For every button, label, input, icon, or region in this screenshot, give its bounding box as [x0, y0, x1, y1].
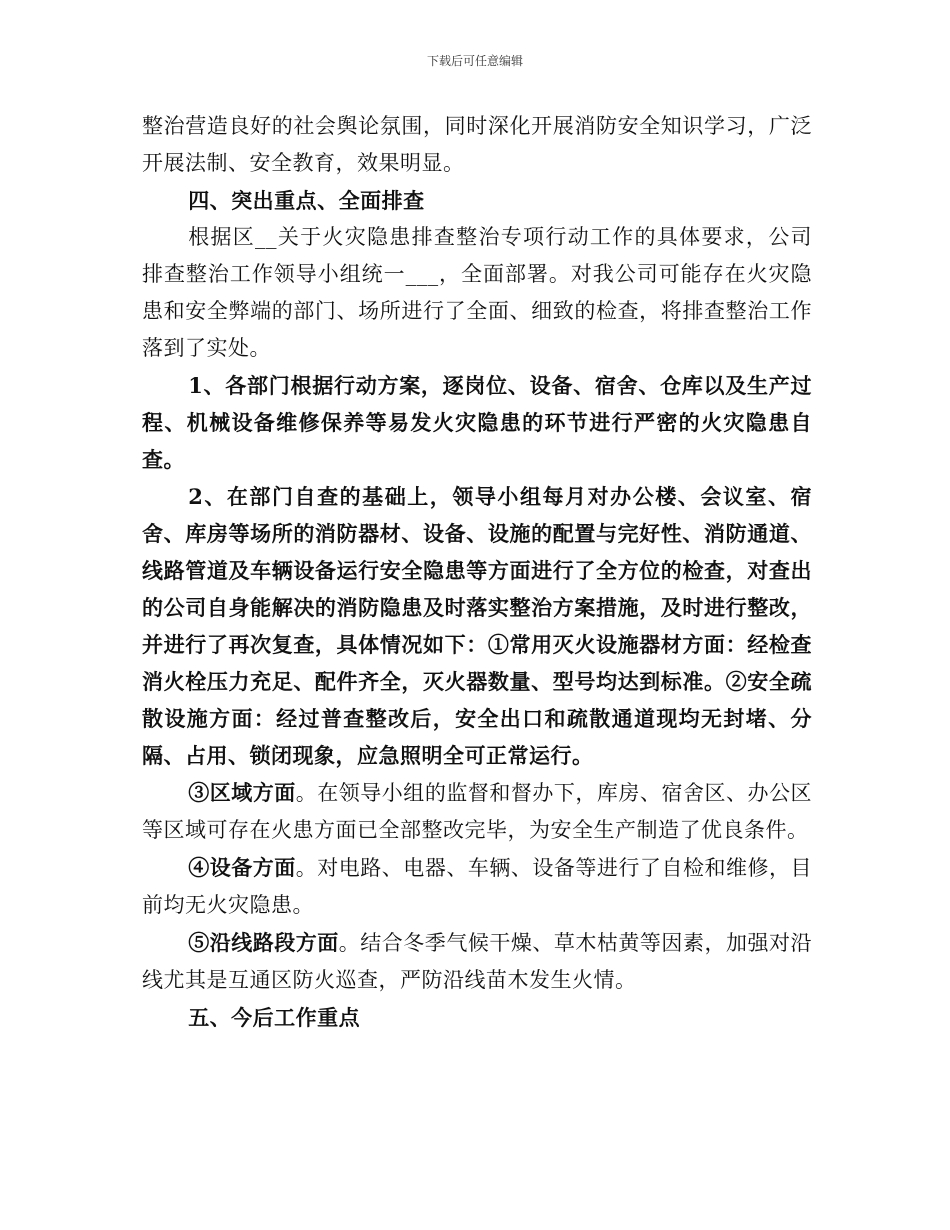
equipment-label: ④设备方面 [188, 855, 296, 880]
document-body [142, 108, 812, 1036]
area-text: 。在领导小组的监督和督办下，库房、宿舍区、办公区等区域可存在火患方面已全部整改完毕，为安全生产制造了优良条件。 [142, 781, 813, 842]
page-header: 下载后可任意编辑 [426, 54, 523, 68]
paragraph-item-1: 1、各部门根据行动方案，逐岗位、设备、宿舍、仓库以及生产过程、机械设备维修保养等易发火灾隐患的环节进行严密的火灾隐患自查。 [142, 373, 812, 472]
paragraph-continuation: 整治营造良好的社会舆论氛围，同时深化开展消防安全知识学习，广泛开展法制、安全教育，效果明显。 [142, 114, 812, 175]
paragraph-item-2: 2、在部门自查的基础上，领导小组每月对办公楼、会议室、宿舍、库房等场所的消防器材、设备、设施的配置与完好性、消防通道、线路管道及车辆设备运行安全隐患等方面进行了全方位的检查，对查出的公司自身能解决的消防隐患及时落实整治方案措施，及时进行整改，并进行了再次复查，具体情况如下：①常用灭火设施器材方面：经检查消火栓压力充足、配件齐全，灭火器数量、型号均达到标准。②安全疏散设施方面：经过普查整改后，安全出口和疏散通道现均无封堵、分隔、占用、锁闭现象，应急照明全可正常运行。 [142, 484, 812, 768]
paragraph-equipment [142, 849, 812, 924]
paragraph-area [142, 774, 812, 849]
section-heading-5: 五、今后工作重点 [188, 1005, 361, 1030]
route-text: 。结合冬季气候干燥、草木枯黄等因素，加强对沿线尤其是互通区防火巡查，严防沿线苗木发生火情。 [142, 931, 812, 992]
area-label: ③区域方面 [188, 780, 296, 805]
route-label: ⑤沿线路段方面 [188, 930, 339, 955]
equipment-text: 。对电路、电器、车辆、设备等进行了自检和维修，目前均无火灾隐患。 [142, 856, 813, 917]
paragraph-investigation: 根据区__关于火灾隐患排查整治专项行动工作的具体要求，公司排查整治工作领导小组统一___，全面部署。对我公司可能存在火灾隐患和安全弊端的部门、场所进行了全面、细致的检查，将排查整治工作落到了实处。 [142, 225, 812, 360]
paragraph-route [142, 924, 812, 999]
section-heading-4: 四、突出重点、全面排查 [188, 188, 425, 213]
